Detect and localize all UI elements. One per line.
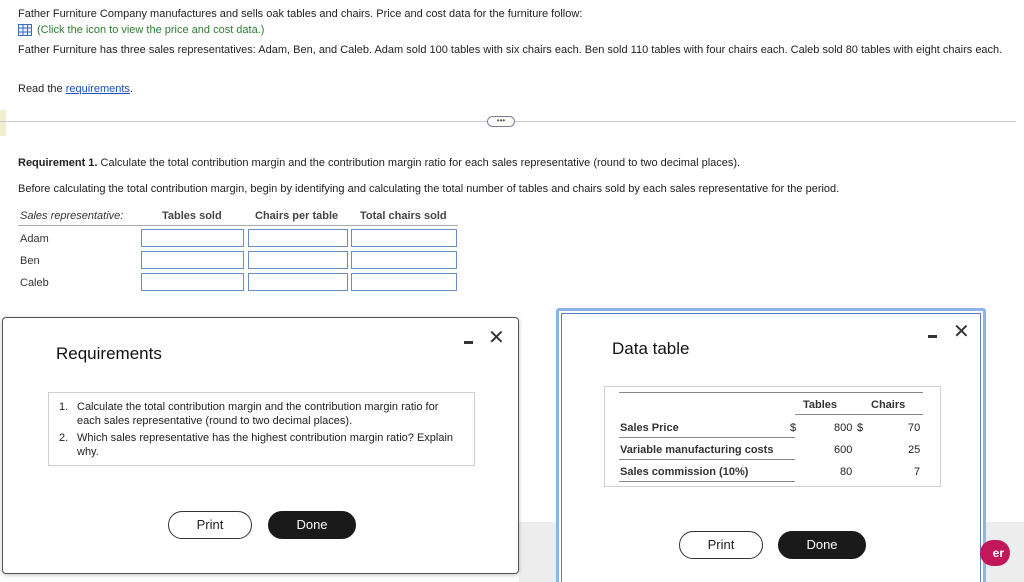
requirement-1: [18, 157, 740, 169]
price-cost-table: [604, 386, 941, 487]
caleb-total-chairs-input[interactable]: [351, 273, 457, 291]
divider-accent: [0, 110, 6, 136]
header-underline: [18, 225, 458, 226]
item-number: 2.: [59, 432, 69, 444]
help-badge[interactable]: er: [980, 540, 1010, 566]
currency-symbol: $: [857, 422, 864, 434]
close-icon[interactable]: ✕: [488, 327, 505, 349]
caleb-tables-input[interactable]: [141, 273, 244, 291]
list-item: [59, 431, 464, 459]
data-table-title: Data table: [612, 339, 690, 358]
cell-chairs-commission: 7: [914, 466, 921, 478]
data-table-dialog: [556, 308, 986, 582]
row-label-caleb: Caleb: [20, 277, 49, 289]
print-button[interactable]: Print: [168, 511, 252, 539]
minimize-icon[interactable]: [464, 341, 473, 344]
table-grid-icon[interactable]: [18, 24, 32, 36]
col-header-rule: [795, 414, 923, 415]
ben-total-chairs-input[interactable]: [351, 251, 457, 269]
cell-tables-commission: 80: [840, 466, 853, 478]
adam-tables-input[interactable]: [141, 229, 244, 247]
row-rule: [619, 459, 795, 460]
intro-text: Father Furniture Company manufactures and sells oak tables and chairs. Price and cost data for the furniture follow:: [18, 8, 583, 20]
read-requirements: [18, 83, 133, 95]
adam-total-chairs-input[interactable]: [351, 229, 457, 247]
requirements-link[interactable]: requirements: [65, 83, 130, 95]
view-data-text[interactable]: (Click the icon to view the price and cost data.): [37, 24, 265, 36]
adam-chairs-per-table-input[interactable]: [248, 229, 348, 247]
close-icon[interactable]: ✕: [953, 321, 970, 343]
view-data-link[interactable]: [18, 24, 264, 36]
cell-chairs-variable: 25: [908, 444, 921, 456]
item-text: Which sales representative has the highest contribution margin ratio? Explain why.: [77, 432, 454, 458]
caleb-chairs-per-table-input[interactable]: [248, 273, 348, 291]
currency-symbol: $: [790, 422, 797, 434]
header-tables-sold: Tables sold: [162, 210, 222, 222]
done-button[interactable]: Done: [268, 511, 356, 539]
cell-tables-variable: 600: [834, 444, 853, 456]
list-item: [59, 400, 464, 428]
requirements-dialog: [2, 317, 519, 574]
row-label-variable-costs: Variable manufacturing costs: [620, 444, 774, 456]
requirements-title: Requirements: [56, 344, 162, 363]
row-label-sales-price: Sales Price: [620, 422, 679, 434]
col-header-tables: Tables: [803, 399, 838, 411]
ben-tables-input[interactable]: [141, 251, 244, 269]
row-label-adam: Adam: [20, 233, 49, 245]
row-label-ben: Ben: [20, 255, 40, 267]
ben-chairs-per-table-input[interactable]: [248, 251, 348, 269]
minimize-icon[interactable]: [928, 335, 937, 338]
item-number: 1.: [59, 401, 69, 413]
table-top-rule: [619, 392, 923, 393]
read-prefix: Read the: [18, 83, 66, 95]
row-rule: [619, 481, 795, 482]
print-button[interactable]: Print: [679, 531, 763, 559]
row-label-commission: Sales commission (10%): [620, 466, 749, 478]
read-suffix: .: [129, 83, 133, 95]
header-chairs-per-table: Chairs per table: [255, 210, 339, 222]
cell-chairs-price: 70: [908, 422, 921, 434]
cell-tables-price: 800: [834, 422, 853, 434]
expand-button[interactable]: •••: [487, 116, 515, 127]
instruction-text: Before calculating the total contribution margin, begin by identifying and calculating the total number of tables and chairs sold by each sales representative for the period.: [18, 183, 840, 195]
sales-rep-description: Father Furniture has three sales representatives: Adam, Ben, and Caleb. Adam sold 100 tables with six chairs each. Ben sold 110 tables with four chairs each. Caleb sold 80 tables with eight chairs each.: [18, 44, 1003, 56]
requirements-list: [48, 392, 475, 466]
header-sales-rep: Sales representative:: [20, 210, 124, 222]
row-rule: [619, 437, 795, 438]
item-text: Calculate the total contribution margin and the contribution margin ratio for each sales representative (round to two decimal places).: [77, 401, 439, 427]
col-header-chairs: Chairs: [871, 399, 906, 411]
done-button[interactable]: Done: [778, 531, 866, 559]
requirement-1-text: Calculate the total contribution margin and the contribution margin ratio for each sales representative (round to two decimal places).: [97, 157, 741, 169]
requirement-1-label: Requirement 1.: [18, 157, 98, 169]
header-total-chairs: Total chairs sold: [360, 210, 447, 222]
